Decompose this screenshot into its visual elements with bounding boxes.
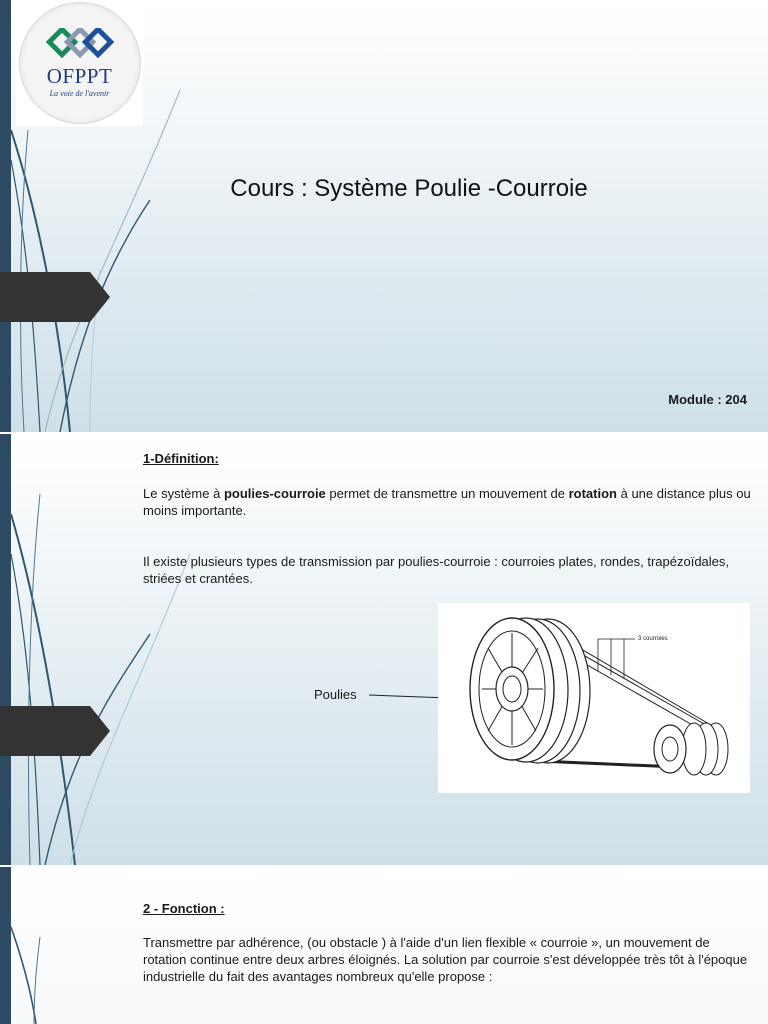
title-slide: [0, 0, 768, 432]
label-pointer-line: [369, 692, 449, 702]
function-heading: 2 - Fonction :: [143, 901, 225, 916]
slide-title: Cours : Système Poulie -Courroie: [230, 175, 588, 202]
definition-slide: [0, 434, 768, 865]
bold-term: poulies-courroie: [223, 486, 326, 501]
section-tab-arrow: [0, 272, 110, 322]
left-accent-bar: [0, 867, 11, 1024]
function-slide: [0, 867, 768, 1024]
function-paragraph: Transmettre par adhérence, (ou obstacle ) à l'aide d'un lien flexible « courroie », un mouvement de rotation continue entre deux arbres éloignés. La solution par courroie s'est développée très tôt à l'époque industrielle du fait des avantages nombreux qu'elle propose :: [143, 935, 748, 984]
belt-annotation: 3 courroies: [638, 636, 668, 642]
ofppt-logo: [16, 0, 143, 126]
definition-paragraph: [143, 485, 755, 519]
text-run: à une distance plus ou moins importante.: [143, 486, 751, 518]
left-accent-bar: [0, 0, 11, 432]
logo-tagline: La voie de l'avenir: [49, 89, 110, 98]
types-paragraph: Il existe plusieurs types de transmission par poulies-courroie : courroies plates, rondes, trapézoïdales, striées et crantées.: [143, 554, 730, 586]
module-label: Module : 204: [668, 392, 747, 407]
pulley-belt-figure: [438, 603, 750, 793]
left-accent-bar: [0, 434, 11, 865]
logo-name: OFPPT: [46, 64, 113, 88]
logo-diamonds-icon: [45, 28, 115, 62]
section-tab-arrow: [0, 706, 110, 756]
pulley-belt-drawing: [438, 603, 750, 793]
figure-label-poulies: Poulies: [314, 687, 357, 702]
bold-term: rotation: [568, 486, 617, 501]
text-run: permet de transmettre un mouvement de: [325, 486, 569, 501]
text-run: Le système à: [143, 486, 224, 501]
definition-heading: 1-Définition:: [143, 451, 219, 466]
